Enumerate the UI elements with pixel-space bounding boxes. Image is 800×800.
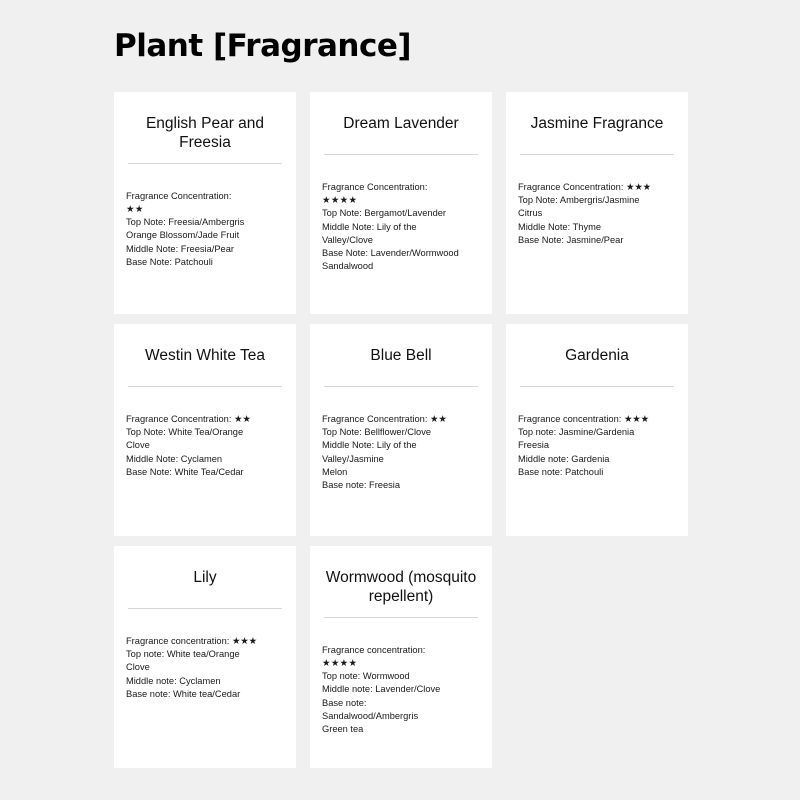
fragrance-card[interactable] [310,324,492,536]
detail-line: Top Note: Bellflower/Clove [322,427,432,438]
fragrance-card-grid [114,92,690,768]
detail-line: Top Note: Bergamot/Lavender [322,208,447,219]
detail-line: Base note: [322,697,367,708]
detail-line: Base Note: Jasmine/Pear [518,234,624,245]
card-title: Lily [193,569,217,586]
detail-line: Valley/Jasmine [322,453,384,464]
card-details [114,164,296,279]
detail-line: Fragrance concentration: [322,644,426,655]
detail-line: Fragrance Concentration: ★★★ [518,182,652,192]
detail-line: Fragrance Concentration: [322,182,428,192]
detail-line: Fragrance concentration: ★★★ [126,636,257,646]
detail-line: Fragrance Concentration: ★★ [322,414,447,424]
detail-line: Base note: White tea/Cedar [126,688,241,699]
card-title: Westin White Tea [144,347,266,364]
detail-line: Top note: White tea/Orange [126,649,240,660]
card-details [506,387,688,489]
detail-line: Middle Note: Thyme [518,221,602,232]
fragrance-card[interactable] [114,546,296,768]
card-details [114,387,296,489]
detail-line: Middle Note: Lily of the [322,221,417,232]
detail-line: Valley/Clove [322,234,373,245]
detail-line: Green tea [322,723,364,734]
detail-line: Clove [126,662,150,673]
detail-line: ★★★★ [322,195,358,206]
detail-line: Base Note: Lavender/Wormwood [322,247,459,258]
detail-line: Base Note: Patchouli [126,256,213,267]
detail-line: Middle note: Gardenia [518,453,610,464]
detail-line: Fragrance Concentration: [126,190,232,201]
detail-line: Middle note: Cyclamen [126,675,221,686]
detail-line: Top note: Wormwood [322,671,410,682]
detail-line: Top Note: Ambergris/Jasmine [518,195,640,206]
detail-line: Top Note: White Tea/Orange [126,427,244,438]
fragrance-card[interactable] [114,324,296,536]
detail-line: Orange Blossom/Jade Fruit [126,230,240,241]
card-details [506,155,688,257]
card-title: Gardenia [565,347,629,364]
detail-line: Fragrance Concentration: ★★ [126,414,251,424]
detail-line: Top Note: Freesia/Ambergris [126,217,245,228]
fragrance-card[interactable] [506,324,688,536]
detail-line: Base note: Patchouli [518,466,604,477]
card-details [310,387,492,502]
card-title: English Pear and Freesia [145,115,265,152]
card-details [114,609,296,711]
detail-line: Sandalwood [322,261,374,272]
detail-line: ★★★★ [322,657,358,668]
detail-line: ★★ [126,203,144,214]
detail-line: Base note: Freesia [322,479,401,490]
detail-line: Freesia [518,440,550,451]
detail-line: Middle Note: Freesia/Pear [126,243,234,254]
fragrance-card[interactable] [114,92,296,314]
card-title: Wormwood (mosquito repellent) [325,569,477,606]
detail-line: Middle Note: Cyclamen [126,453,223,464]
fragrance-card[interactable] [310,92,492,314]
detail-line: Clove [126,440,150,451]
detail-line: Top note: Jasmine/Gardenia [518,427,635,438]
card-details [310,155,492,283]
detail-line: Citrus [518,208,543,219]
detail-line: Base Note: White Tea/Cedar [126,466,244,477]
detail-line: Middle Note: Lily of the [322,440,417,451]
fragrance-card[interactable] [506,92,688,314]
detail-line: Melon [322,466,348,477]
detail-line: Fragrance concentration: ★★★ [518,414,649,424]
detail-line: Sandalwood/Ambergris [322,710,419,721]
card-title: Jasmine Fragrance [530,115,664,132]
fragrance-card[interactable] [310,546,492,768]
page-title: Plant [Fragrance] [114,28,412,64]
detail-line: Middle note: Lavender/Clove [322,684,441,695]
card-details [310,618,492,746]
card-title: Blue Bell [370,347,432,364]
card-title: Dream Lavender [343,115,459,132]
